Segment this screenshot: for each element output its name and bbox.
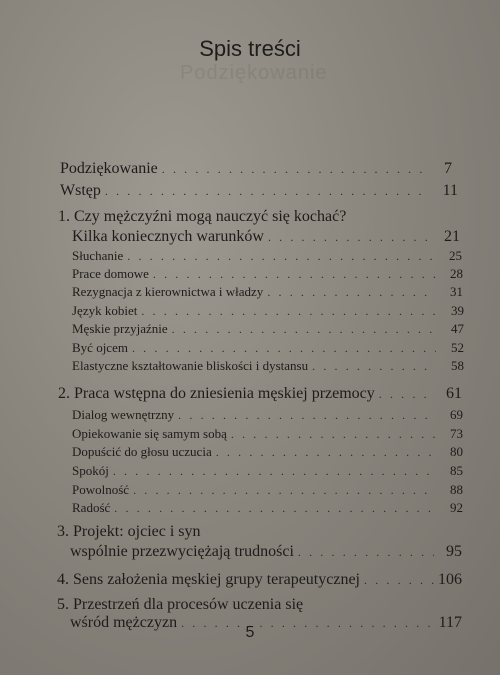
- toc-entry-label: Powolność: [72, 482, 130, 497]
- toc-subentry: [72, 303, 464, 319]
- toc-entry-label: Język kobiet: [72, 303, 138, 318]
- toc-subentry: [72, 407, 463, 423]
- toc-entry-page: 73: [450, 426, 463, 441]
- toc-entry-label: Podziękowanie: [60, 160, 158, 177]
- leader-dots: [113, 464, 435, 479]
- toc-entry: [72, 228, 460, 246]
- toc-entry-label: Kilka koniecznych warunków: [72, 228, 264, 245]
- toc-entry-page: 61: [446, 385, 462, 402]
- leader-dots: [364, 573, 434, 588]
- toc-entry-page: 25: [449, 248, 462, 263]
- chapter-heading: 1. Czy mężczyźni mogą nauczyć się kochać?: [58, 208, 347, 225]
- toc-subentry: [72, 426, 463, 442]
- toc-entry-page: 39: [451, 303, 464, 318]
- toc-entry-page: 92: [450, 500, 463, 515]
- toc-entry-page: 85: [450, 463, 463, 478]
- leader-dots: [153, 267, 435, 282]
- toc-entry-label: Wstęp: [60, 182, 101, 199]
- toc-entry-label: Słuchanie: [72, 248, 124, 263]
- toc-entry-page: 47: [451, 321, 464, 336]
- leader-dots: [298, 545, 434, 560]
- toc-entry: [57, 571, 462, 589]
- bleed-through-text: Podziękowanie: [180, 62, 328, 84]
- toc-subentry: [72, 482, 463, 498]
- toc-entry: [60, 182, 458, 200]
- toc-entry-label: Radość: [72, 500, 111, 515]
- leader-dots: [105, 184, 430, 199]
- toc-entry-label: Dopuścić do głosu uczucia: [72, 444, 212, 459]
- toc-entry-page: 52: [451, 340, 464, 355]
- leader-dots: [127, 249, 434, 264]
- toc-subentry: [72, 321, 464, 337]
- toc-entry-label: Elastyczne kształtowanie bliskości i dystansu: [72, 358, 309, 373]
- toc-entry-page: 80: [450, 444, 463, 459]
- toc-entry-page: 28: [450, 266, 463, 281]
- toc-entry-label: Rezygnacja z kierownictwa i władzy: [72, 284, 264, 299]
- leader-dots: [267, 285, 435, 300]
- toc-entry-page: 31: [450, 284, 463, 299]
- toc-entry-page: 69: [450, 407, 463, 422]
- toc-entry-label: Opiekowanie się samym sobą: [72, 426, 227, 441]
- toc-subentry: [72, 340, 464, 356]
- leader-dots: [312, 359, 436, 374]
- page-title: Spis treści: [199, 36, 301, 61]
- page-number: 5: [245, 624, 255, 641]
- toc-entry-page: 21: [444, 228, 460, 245]
- toc-subentry: [72, 266, 463, 282]
- leader-dots: [114, 501, 435, 516]
- chapter-heading: 3. Projekt: ojciec i syn: [57, 523, 201, 540]
- leader-dots: [132, 341, 436, 356]
- toc-entry: [70, 543, 462, 561]
- toc-entry: [60, 160, 452, 178]
- leader-dots: [133, 483, 435, 498]
- toc-subentry: [72, 358, 464, 374]
- toc-entry-label: Spokój: [72, 463, 109, 478]
- toc-subentry: [72, 500, 463, 516]
- leader-dots: [216, 445, 435, 460]
- leader-dots: [379, 387, 434, 402]
- toc-entry-page: 58: [451, 358, 464, 373]
- toc-entry: [58, 385, 462, 403]
- toc-entry-label: wśród mężczyzn: [70, 614, 178, 631]
- leader-dots: [231, 427, 435, 442]
- leader-dots: [268, 230, 432, 245]
- toc-entry-page: 11: [442, 182, 458, 199]
- toc-entry-label: Być ojcem: [72, 340, 128, 355]
- toc-entry-label: Dialog wewnętrzny: [72, 407, 175, 422]
- toc-subentry: [72, 248, 462, 264]
- leader-dots: [172, 322, 436, 337]
- toc-entry-label: wspólnie przezwyciężają trudności: [70, 543, 294, 560]
- leader-dots: [162, 162, 424, 177]
- chapter-heading: 5. Przestrzeń dla procesów uczenia się: [57, 596, 304, 613]
- toc-entry-label: Męskie przyjaźnie: [72, 321, 168, 336]
- toc-subentry: [72, 463, 463, 479]
- toc-entry-label: Prace domowe: [72, 266, 149, 281]
- toc-entry-label: 2. Praca wstępna do zniesienia męskiej przemocy: [58, 385, 375, 402]
- toc-subentry: [72, 444, 463, 460]
- toc-entry-page: 117: [438, 614, 462, 631]
- toc-subentry: [72, 284, 463, 300]
- toc-entry-page: 88: [450, 482, 463, 497]
- toc-entry-page: 106: [438, 571, 462, 588]
- toc-entry-page: 95: [446, 543, 462, 560]
- leader-dots: [141, 304, 436, 319]
- toc-entry-page: 7: [444, 160, 452, 177]
- leader-dots: [178, 408, 435, 423]
- toc-entry-label: 4. Sens założenia męskiej grupy terapeutycznej: [57, 571, 360, 588]
